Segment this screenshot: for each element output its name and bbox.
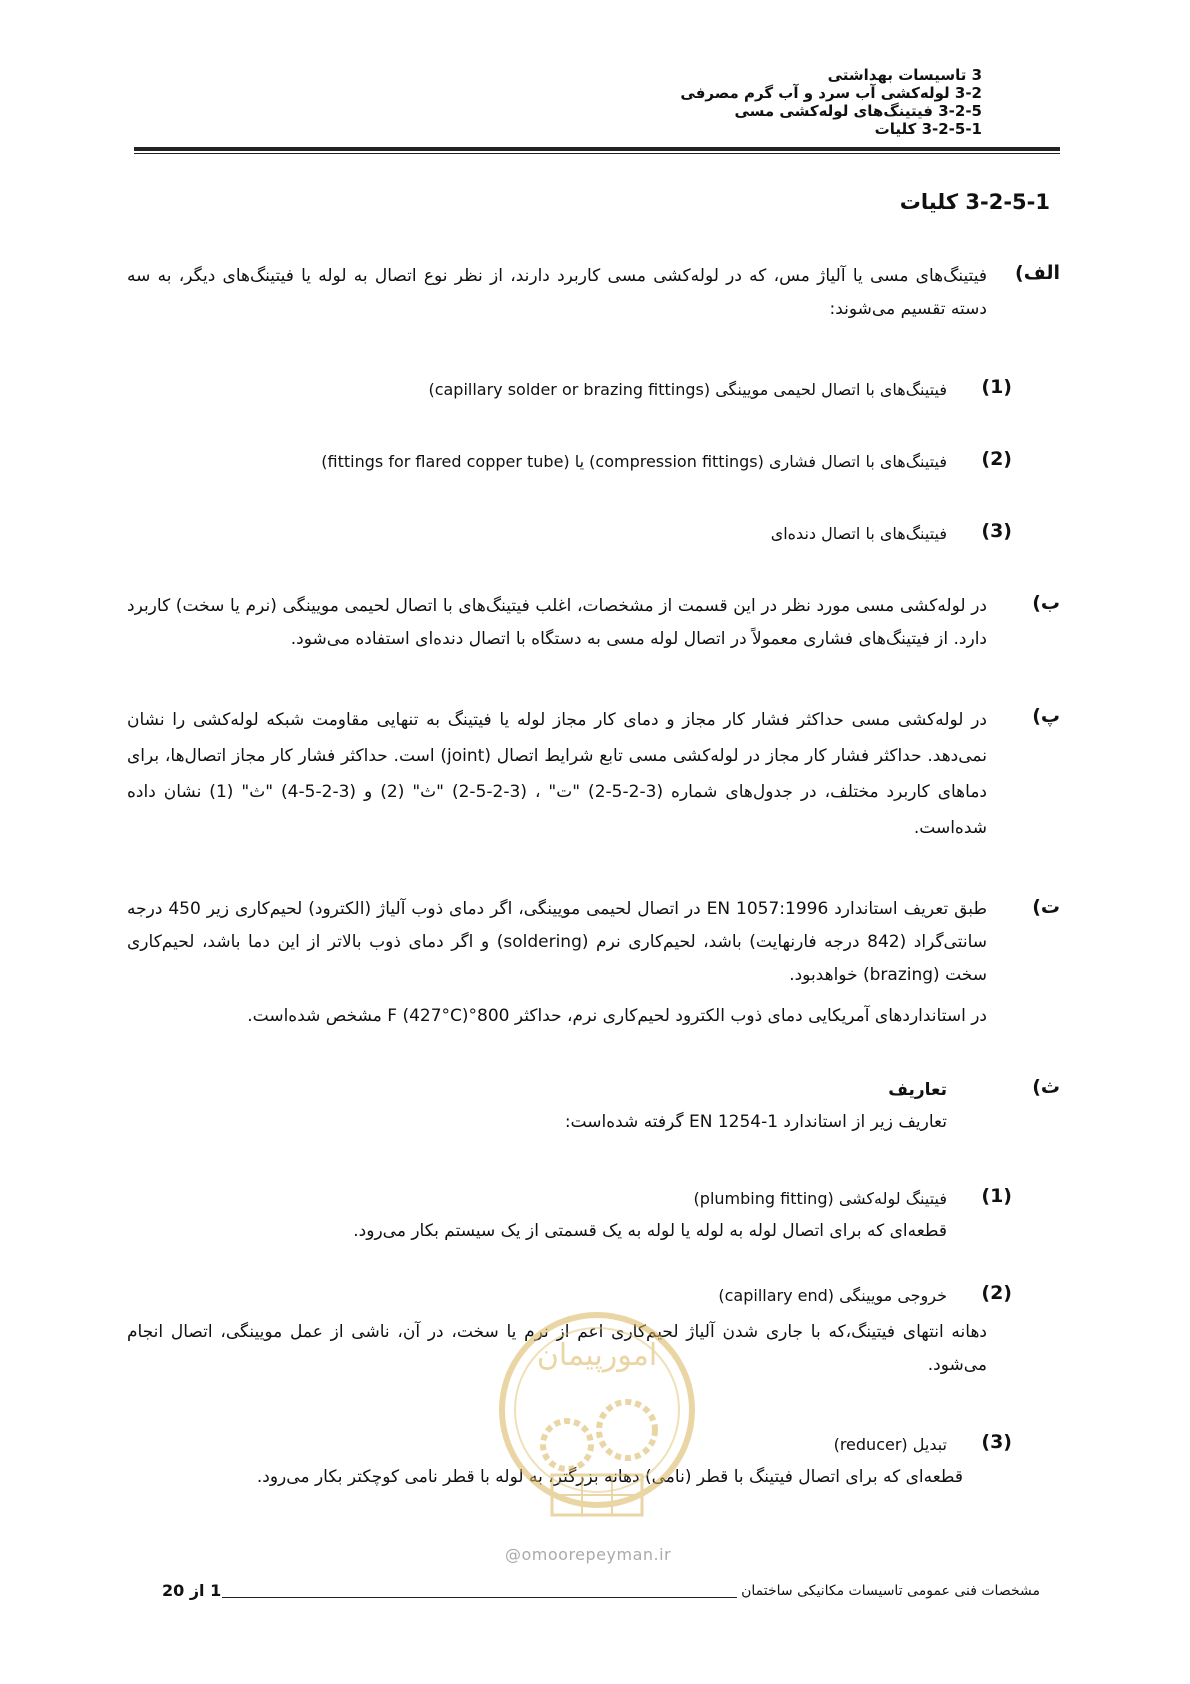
watermark-logo-text: امورپیمان	[536, 1338, 658, 1373]
header-rule-thin	[134, 153, 1060, 154]
alef-item-1-num: (1)	[981, 376, 1012, 398]
se-item-1-def: قطعه‌ای که برای اتصال لوله به لوله یا لوله به یک قسمتی از یک سیستم بکار می‌رود.	[353, 1221, 947, 1241]
se-item-2-term: خروجی مویینگی (capillary end)	[718, 1286, 947, 1305]
footer-rule	[222, 1597, 737, 1598]
header-rule-thick	[134, 147, 1060, 151]
watermark-url: @omoorepeyman.ir	[505, 1545, 672, 1564]
se-item-2-num: (2)	[981, 1282, 1012, 1304]
watermark-logo	[492, 1280, 702, 1540]
clause-se-intro: تعاریف زیر از استاندارد EN 1254-1 گرفته شده‌است:	[564, 1112, 947, 1132]
alef-item-3-text: فیتینگ‌های با اتصال دنده‌ای	[770, 524, 947, 543]
clause-be-label: ب)	[1032, 592, 1060, 614]
se-item-2-def: دهانه انتهای فیتینگ،که با جاری شدن آلیاژ لحیم‌کاری اعم از نرم یا سخت، در آن، ناشی از عمل مویینگی، اتصال انجام می‌شود.	[127, 1322, 987, 1375]
header-subsection: 3-2-5 فیتینگ‌های لوله‌کشی مسی	[734, 102, 982, 120]
alef-item-1-text: فیتینگ‌های با اتصال لحیمی مویینگی (capillary solder or brazing fittings)	[428, 380, 947, 399]
alef-item-2-num: (2)	[981, 448, 1012, 470]
clause-pe-label: پ)	[1032, 705, 1060, 727]
clause-se-label: ث)	[1032, 1076, 1060, 1098]
se-item-3-num: (3)	[981, 1431, 1012, 1453]
alef-item-2-text: فیتینگ‌های با اتصال فشاری (compression fittings) یا (fittings for flared copper tube)	[321, 452, 947, 471]
se-item-3-term: تبدیل (reducer)	[833, 1435, 947, 1454]
clause-be-text: در لوله‌کشی مسی مورد نظر در این قسمت از مشخصات، اغلب فیتینگ‌های با اتصال لحیمی مویینگی (نرم یا سخت) کاربرد دارد. از فیتینگ‌های فشاری معمولاً در اتصال لوله مسی به دستگاه با اتصال دنده‌ای استفاده می‌شود.	[127, 596, 987, 649]
header-subsubsection: 3-2-5-1 کلیات	[874, 120, 982, 138]
clause-te-text-2: در استانداردهای آمریکایی دمای ذوب الکترود لحیم‌کاری نرم، حداکثر 800°F (427°C) مشخص شده‌است.	[247, 1006, 987, 1026]
section-title: 3-2-5-1 کلیات	[899, 190, 1050, 214]
se-item-1-num: (1)	[981, 1185, 1012, 1207]
alef-item-3-num: (3)	[981, 520, 1012, 542]
clause-alef-label: الف)	[1015, 262, 1060, 284]
clause-te-label: ت)	[1032, 896, 1060, 918]
footer-title: مشخصات فنی عمومی تاسیسات مکانیکی ساختمان	[741, 1583, 1040, 1599]
clause-te-text: طبق تعریف استاندارد EN 1057:1996 در اتصال لحیمی مویینگی، اگر دمای ذوب آلیاژ (الکترود) لحیم‌کاری زیر 450 درجه سانتی‌گراد (842 درجه فارنهایت) باشد، لحیم‌کاری نرم (soldering) و اگر دمای ذوب بالاتر از این دما باشد، لحیم‌کاری سخت (brazing) خواهدبود.	[127, 899, 987, 985]
clause-alef-text: فیتینگ‌های مسی یا آلیاژ مس، که در لوله‌کشی مسی کاربرد دارند، از نظر نوع اتصال به لوله یا فیتینگ‌های دیگر، به سه دسته تقسیم می‌شوند:	[127, 266, 987, 319]
se-item-3-def: قطعه‌ای که برای اتصال فیتینگ با قطر (نامی) دهانه بزرگتر، به لوله با قطر نامی کوچکتر بکار می‌رود.	[256, 1467, 963, 1487]
watermark-url-text: omoorepeyman.ir	[521, 1545, 672, 1564]
header-section: 3-2 لوله‌کشی آب سرد و آب گرم مصرفی	[680, 84, 982, 102]
footer-page-number: 1 از 20	[162, 1581, 222, 1600]
clause-pe-text: در لوله‌کشی مسی حداکثر فشار کار مجاز و دمای کار مجاز لوله یا فیتینگ به تنهایی مقاومت شبکه لوله‌کشی را نشان نمی‌دهد. حداکثر فشار کار مجاز در لوله‌کشی مسی تابع شرایط اتصال (joint) است. حداکثر فشار کار مجاز اتصال‌ها، برای دماهای کاربرد مختلف، در جدول‌های شماره (3-2-5-2) "ت" ، (3-2-5-2) "ث" (2) و (3-2-5-4) "ث" (1) نشان داده شده‌است.	[127, 710, 987, 838]
header-chapter: 3 تاسیسات بهداشتی	[827, 66, 982, 84]
se-item-1-term: فیتینگ لوله‌کشی (plumbing fitting)	[693, 1189, 947, 1208]
clause-se-title: تعاریف	[888, 1080, 947, 1100]
